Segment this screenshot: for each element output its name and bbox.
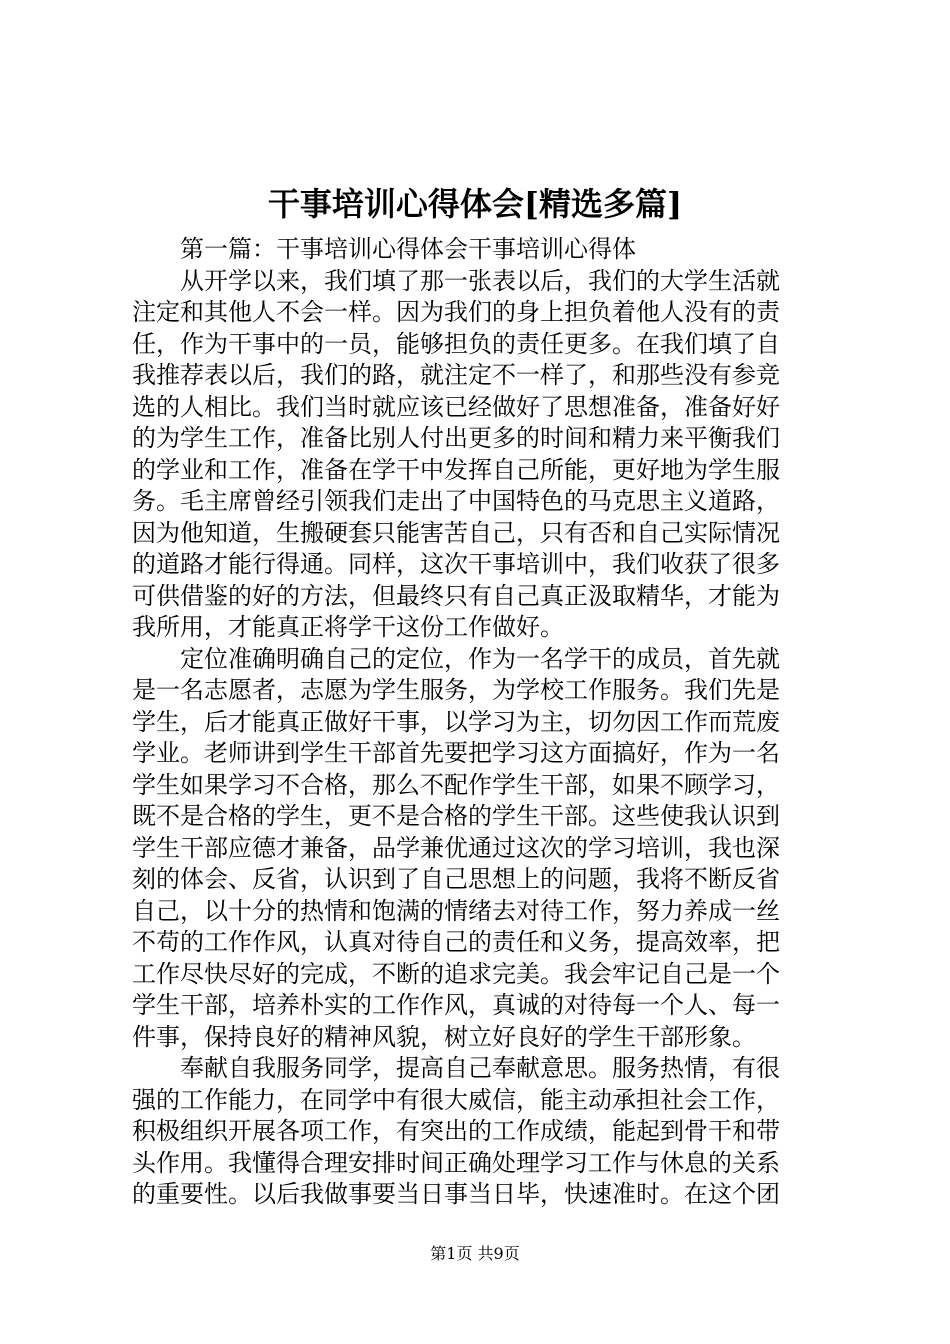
paragraph-line: 选的人相比。我们当时就应该已经做好了思想准备，准备好好 [132,392,780,421]
paragraph-line: 务。毛主席曾经引领我们走出了中国特色的马克思主义道路， [132,487,780,515]
section-heading: 第一篇：干事培训心得体会干事培训心得体 [180,235,636,263]
paragraph-line: 学生，后才能真正做好干事，以学习为主，切勿因工作而荒废 [132,707,780,736]
paragraph-line: 注定和其他人不会一样。因为我们的身上担负着他人没有的责 [132,298,780,326]
paragraph-line: 的为学生工作，准备比别人付出更多的时间和精力来平衡我们 [132,424,780,452]
paragraph-line: 学生干部应德才兼备，品学兼优通过这次的学习培训，我也深 [132,833,780,862]
paragraph-line: 刻的体会、反省，认识到了自己思想上的问题，我将不断反省 [132,865,780,893]
paragraph-line: 学业。老师讲到学生干部首先要把学习这方面搞好，作为一名 [132,739,780,767]
paragraph-line: 自己，以十分的热情和饱满的情绪去对待工作，努力养成一丝 [132,896,780,925]
paragraph-line: 积极组织开展各项工作，有突出的工作成绩，能起到骨干和带 [132,1117,780,1145]
paragraph-line: 强的工作能力，在同学中有很大威信，能主动承担社会工作， [132,1085,780,1114]
paragraph-line: 学生如果学习不合格，那么不配作学生干部，如果不顾学习， [132,770,780,799]
paragraph-line: 从开学以来，我们填了那一张表以后，我们的大学生活就 [180,266,780,295]
paragraph-line: 件事，保持良好的精神风貌，树立好良好的学生干部形象。 [132,1022,756,1051]
paragraph-line: 可供借鉴的好的方法，但最终只有自己真正汲取精华，才能为 [132,581,780,610]
paragraph-line: 是一名志愿者，志愿为学生服务，为学校工作服务。我们先是 [132,676,780,704]
page-number: 第1页 共9页 [430,1244,520,1263]
paragraph-line: 我推荐表以后，我们的路，就注定不一样了，和那些没有参竞 [132,361,780,389]
document-body [132,234,830,1211]
paragraph-line: 头作用。我懂得合理安排时间正确处理学习工作与休息的关系 [132,1148,780,1177]
paragraph-line: 工作尽快尽好的完成，不断的追求完美。我会牢记自己是一个 [132,959,780,988]
paragraph-line: 任，作为干事中的一员，能够担负的责任更多。在我们填了自 [132,329,780,358]
paragraph-line: 学生干部，培养朴实的工作作风，真诚的对待每一个人、每一 [132,991,780,1019]
paragraph-line: 定位准确明确自己的定位，作为一名学干的成员，首先就 [180,644,780,673]
paragraph-line: 的道路才能行得通。同样，这次干事培训中，我们收获了很多 [132,550,780,578]
paragraph-line: 的学业和工作，准备在学干中发挥自己所能，更好地为学生服 [132,455,780,484]
paragraph-line: 奉献自我服务同学，提高自己奉献意思。服务热情，有很 [180,1054,780,1082]
document-title: 干事培训心得体会[精选多篇] [267,185,683,223]
paragraph-line: 因为他知道，生搬硬套只能害苦自己，只有否和自己实际情况 [132,518,780,547]
paragraph-line: 的重要性。以后我做事要当日事当日毕，快速准时。在这个团 [132,1180,780,1208]
paragraph-line: 不苟的工作作风，认真对待自己的责任和义务，提高效率，把 [132,928,780,956]
paragraph-line: 我所用，才能真正将学干这份工作做好。 [132,613,564,641]
paragraph-line: 既不是合格的学生，更不是合格的学生干部。这些使我认识到 [132,802,780,830]
